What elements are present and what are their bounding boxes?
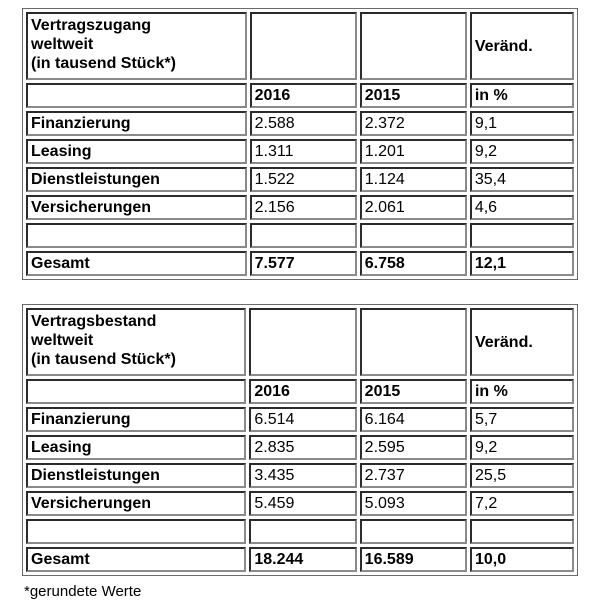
row-label: Leasing — [26, 139, 247, 164]
value-2016: 1.522 — [250, 167, 357, 192]
value-2015: 2.372 — [360, 111, 467, 136]
value-2015: 1.201 — [360, 139, 467, 164]
value-2016: 5.459 — [249, 491, 356, 516]
table-row — [26, 167, 574, 192]
table-row — [26, 195, 574, 220]
empty-cell — [26, 83, 247, 108]
value-2016: 3.435 — [249, 463, 356, 488]
table-row — [26, 463, 574, 488]
value-2015: 2.595 — [360, 435, 467, 460]
value-2015: 5.093 — [360, 491, 467, 516]
value-change: 9,2 — [470, 139, 574, 164]
total-change: 12,1 — [470, 251, 574, 276]
empty-cell — [360, 308, 467, 376]
row-label: Leasing — [26, 435, 246, 460]
footnote: *gerundete Werte — [24, 583, 142, 600]
total-2016: 18.244 — [249, 547, 356, 572]
value-2015: 2.737 — [360, 463, 467, 488]
table-vertragszugang — [22, 8, 578, 280]
title-line: (in tausend Stück*) — [31, 55, 176, 72]
total-2015: 6.758 — [360, 251, 467, 276]
value-change: 4,6 — [470, 195, 574, 220]
empty-cell — [249, 308, 356, 376]
title-line: Vertragszugang — [31, 17, 152, 34]
change-header: Veränd. — [470, 308, 574, 376]
empty-row — [26, 519, 574, 544]
value-change: 25,5 — [470, 463, 574, 488]
table-title — [26, 308, 246, 376]
table-row — [26, 491, 574, 516]
year-2016-header: 2016 — [250, 83, 357, 108]
table-vertragsbestand — [22, 304, 578, 576]
year-2015-header: 2015 — [360, 379, 467, 404]
row-label: Dienstleistungen — [26, 167, 247, 192]
row-label: Dienstleistungen — [26, 463, 246, 488]
empty-cell — [26, 223, 247, 248]
unit-header: in % — [470, 83, 574, 108]
value-2016: 2.156 — [250, 195, 357, 220]
table-row — [26, 139, 574, 164]
year-header-row — [26, 379, 574, 404]
unit-header: in % — [470, 379, 574, 404]
value-2015: 1.124 — [360, 167, 467, 192]
total-2015: 16.589 — [360, 547, 467, 572]
total-label: Gesamt — [26, 251, 247, 276]
year-2016-header: 2016 — [249, 379, 356, 404]
empty-cell — [470, 519, 574, 544]
total-2016: 7.577 — [250, 251, 357, 276]
table-row — [26, 111, 574, 136]
total-label: Gesamt — [26, 547, 246, 572]
value-change: 5,7 — [470, 407, 574, 432]
title-line: weltweit — [31, 332, 94, 349]
value-change: 7,2 — [470, 491, 574, 516]
table-header-row — [26, 308, 574, 376]
year-2015-header: 2015 — [360, 83, 467, 108]
empty-cell — [249, 519, 356, 544]
row-label: Versicherungen — [26, 491, 246, 516]
value-2016: 1.311 — [250, 139, 357, 164]
year-header-row — [26, 83, 574, 108]
value-change: 9,2 — [470, 435, 574, 460]
empty-cell — [250, 12, 357, 80]
table-row — [26, 435, 574, 460]
value-2015: 6.164 — [360, 407, 467, 432]
row-label: Finanzierung — [26, 111, 247, 136]
title-line: (in tausend Stück*) — [31, 351, 176, 368]
value-change: 9,1 — [470, 111, 574, 136]
change-header: Veränd. — [470, 12, 574, 80]
empty-cell — [360, 12, 467, 80]
empty-cell — [360, 519, 467, 544]
value-2016: 2.588 — [250, 111, 357, 136]
row-label: Finanzierung — [26, 407, 246, 432]
empty-cell — [26, 379, 246, 404]
total-row — [26, 547, 574, 572]
empty-cell — [26, 519, 246, 544]
total-row — [26, 251, 574, 276]
title-line: Vertragsbestand — [31, 313, 157, 330]
table-row — [26, 407, 574, 432]
empty-row — [26, 223, 574, 248]
empty-cell — [250, 223, 357, 248]
table-title — [26, 12, 247, 80]
title-line: weltweit — [31, 36, 94, 53]
value-change: 35,4 — [470, 167, 574, 192]
total-change: 10,0 — [470, 547, 574, 572]
empty-cell — [470, 223, 574, 248]
value-2015: 2.061 — [360, 195, 467, 220]
value-2016: 6.514 — [249, 407, 356, 432]
value-2016: 2.835 — [249, 435, 356, 460]
table-header-row — [26, 12, 574, 80]
empty-cell — [360, 223, 467, 248]
row-label: Versicherungen — [26, 195, 247, 220]
